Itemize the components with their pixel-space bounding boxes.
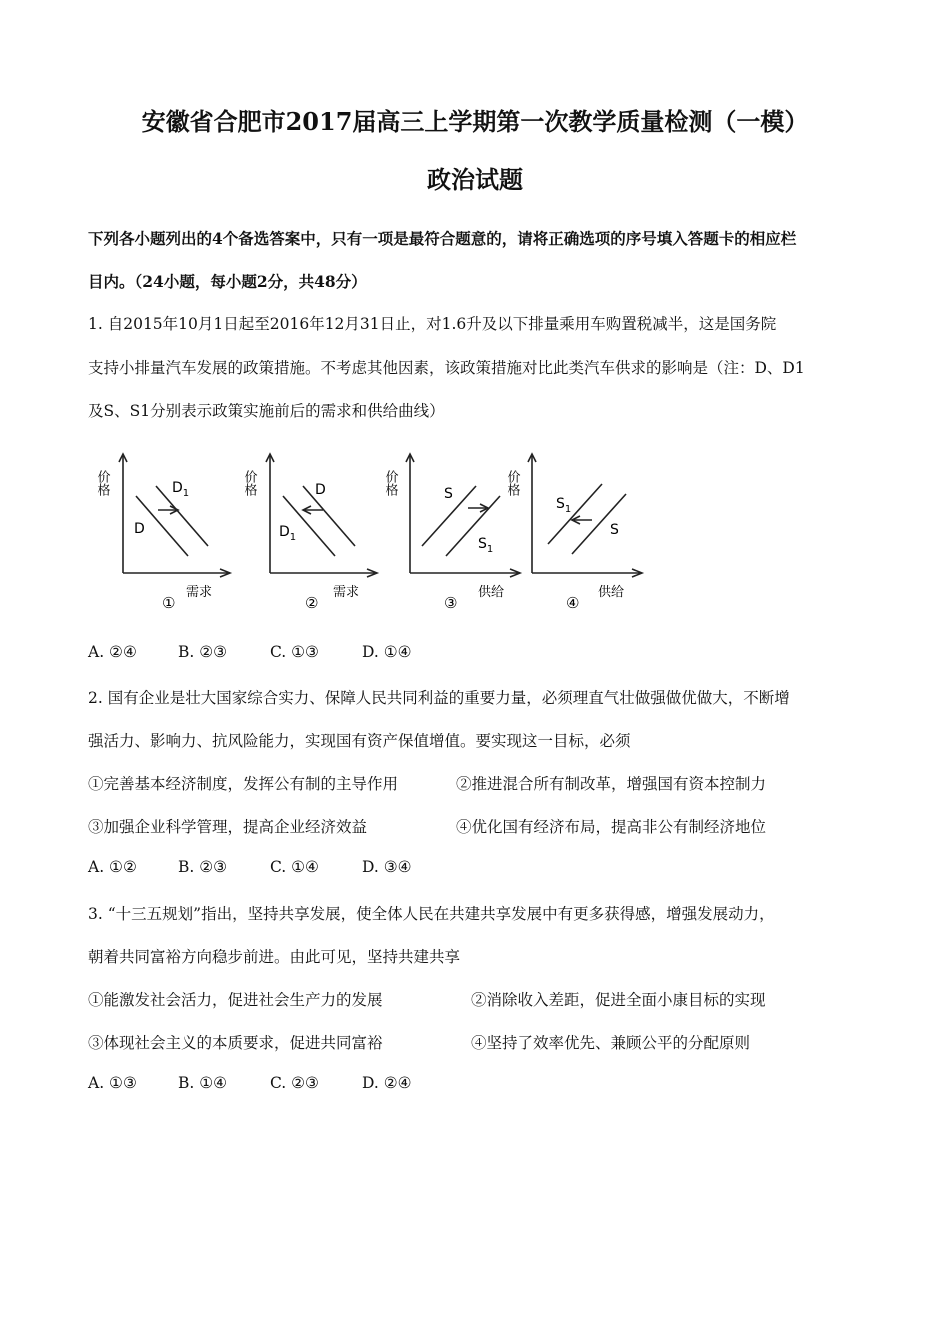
- q2-item-1: ①完善基本经济制度，发挥公有制的主导作用: [88, 775, 399, 793]
- x-axis-label: 供给: [598, 585, 625, 600]
- q3-item-3: ③体现社会主义的本质要求，促进共同富裕: [88, 1034, 383, 1052]
- q2-text-line-1: 2. 国有企业是壮大国家综合实力、保障人民共同利益的重要力量，必须理直气壮做强做优做大，不断增: [88, 689, 790, 707]
- q1-figure-2: [241, 448, 385, 618]
- q2-item-3: ③加强企业科学管理，提高企业经济效益: [88, 818, 368, 836]
- curve-label-d1: $D_1$: [279, 524, 297, 543]
- curve-label-d: D: [315, 482, 326, 498]
- curve-label-d: D: [134, 521, 145, 537]
- q2-option-c: C. ①④: [270, 858, 319, 876]
- figure-number: ③: [444, 594, 458, 612]
- figure-number: ①: [162, 594, 176, 612]
- figure-number: ②: [305, 594, 319, 612]
- q3-option-a: A. ①③: [88, 1074, 137, 1092]
- q1-text-line-2: 支持小排量汽车发展的政策措施。不考虑其他因素，该政策措施对比此类汽车供求的影响是（注：D、D1: [88, 359, 805, 377]
- q2-item-4: ④优化国有经济布局，提高非公有制经济地位: [456, 818, 767, 836]
- q1-text-line-1: 1. 自2015年10月1日起至2016年12月31日止，对1.6升及以下排量乘用车购置税减半，这是国务院: [88, 315, 777, 333]
- q1-option-b: B. ②③: [178, 643, 228, 661]
- x-axis-label: 需求: [333, 585, 360, 600]
- q3-item-1: ①能激发社会活力，促进社会生产力的发展: [88, 991, 383, 1009]
- q2-text-line-2: 强活力、影响力、抗风险能力，实现国有资产保值增值。要实现这一目标，必须: [88, 732, 631, 750]
- y-axis-label: 价格: [382, 470, 398, 496]
- y-axis-label: 价格: [241, 470, 257, 496]
- y-axis-label: 价格: [504, 470, 520, 496]
- q3-item-2: ②消除收入差距，促进全面小康目标的实现: [471, 991, 766, 1009]
- q3-text-line-2: 朝着共同富裕方向稳步前进。由此可见，坚持共建共享: [88, 948, 461, 966]
- curve-label-d1: $D_1$: [172, 480, 190, 499]
- curve-label-s1: $S_1$: [478, 536, 494, 555]
- q2-item-2: ②推进混合所有制改革，增强国有资本控制力: [456, 775, 767, 793]
- q1-text-line-3: 及S、S1分别表示政策实施前后的需求和供给曲线）: [88, 402, 445, 420]
- q2-option-d: D. ③④: [362, 858, 412, 876]
- q3-text-line-1: 3. “十三五规划”指出，坚持共享发展，使全体人民在共建共享发展中有更多获得感，增强发展动力，: [88, 905, 775, 923]
- figure-number: ④: [566, 594, 580, 612]
- q1-figure-4: [504, 448, 650, 618]
- page-title: 安徽省合肥市2017届高三上学期第一次教学质量检测（一模）: [141, 107, 809, 136]
- instructions-line-2: 目内。（24小题，每小题2分，共48分）: [88, 272, 367, 291]
- q2-option-a: A. ①②: [88, 858, 137, 876]
- q1-option-a: A. ②④: [88, 643, 137, 661]
- q1-option-c: C. ①③: [270, 643, 319, 661]
- q1-figure-1: [94, 448, 238, 618]
- q3-option-d: D. ②④: [362, 1074, 412, 1092]
- curve-label-s1: $S_1$: [556, 496, 572, 515]
- q2-option-b: B. ②③: [178, 858, 228, 876]
- x-axis-label: 供给: [478, 585, 505, 600]
- curve-label-s: S: [610, 522, 619, 538]
- q3-option-c: C. ②③: [270, 1074, 319, 1092]
- q3-item-4: ④坚持了效率优先、兼顾公平的分配原则: [471, 1034, 751, 1052]
- instructions-line-1: 下列各小题列出的4个备选答案中，只有一项是最符合题意的，请将正确选项的序号填入答题卡的相应栏: [88, 229, 797, 248]
- q3-option-b: B. ①④: [178, 1074, 228, 1092]
- curve-label-s: S: [444, 486, 453, 502]
- q1-option-d: D. ①④: [362, 643, 412, 661]
- y-axis-label: 价格: [94, 470, 110, 496]
- page-subtitle: 政治试题: [427, 165, 523, 194]
- x-axis-label: 需求: [186, 585, 213, 600]
